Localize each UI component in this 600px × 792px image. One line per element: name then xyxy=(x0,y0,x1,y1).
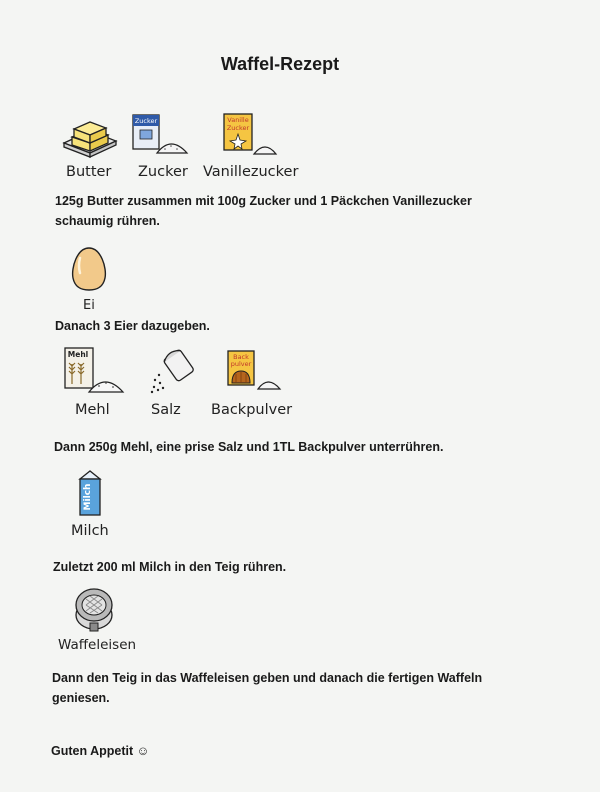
butter-icon xyxy=(60,113,118,159)
label-waffeleisen: Waffeleisen xyxy=(58,637,137,653)
sugar-icon xyxy=(131,113,189,155)
vanilla-pack-text-2: Zucker xyxy=(226,124,250,132)
sugar-pack-text: Zucker xyxy=(134,117,158,125)
label-salz: Salz xyxy=(151,402,181,418)
label-milch: Milch xyxy=(71,523,109,539)
step-4: Zuletzt 200 ml Milch in den Teig rühren. xyxy=(53,560,287,574)
baking-pack-text-1: Back xyxy=(233,353,249,361)
label-mehl: Mehl xyxy=(75,402,110,418)
salt-icon xyxy=(149,345,197,395)
closing-text: Guten Appetit ☺ xyxy=(51,744,150,758)
step-1 xyxy=(55,191,472,231)
step-2: Danach 3 Eier dazugeben. xyxy=(55,319,210,333)
label-zucker: Zucker xyxy=(138,164,188,180)
vanilla-sugar-icon xyxy=(222,112,278,156)
milk-pack-text: Milch xyxy=(83,483,93,511)
label-butter: Butter xyxy=(66,164,112,180)
flour-pack-text: Mehl xyxy=(67,350,89,359)
step-3: Dann 250g Mehl, eine prise Salz und 1TL Backpulver unterrühren. xyxy=(54,440,444,454)
baking-pack-text-2: pulver xyxy=(230,360,252,368)
label-vanillezucker: Vanillezucker xyxy=(203,164,299,180)
step-5-line-2: geniesen. xyxy=(52,691,110,705)
flour-icon xyxy=(63,346,125,394)
label-backpulver: Backpulver xyxy=(211,402,293,418)
step-1-line-2: schaumig rühren. xyxy=(55,214,160,228)
vanilla-pack-text-1: Vanille xyxy=(227,116,249,124)
page-title: Waffel-Rezept xyxy=(220,54,340,74)
step-5 xyxy=(52,668,482,708)
label-ei: Ei xyxy=(83,298,95,313)
waffle-iron-icon xyxy=(73,585,115,633)
step-1-line-1: 125g Butter zusammen mit 100g Zucker und 1 Päckchen Vanillezucker xyxy=(55,194,472,208)
egg-icon xyxy=(69,246,109,292)
baking-powder-icon xyxy=(226,349,282,391)
milk-icon xyxy=(76,469,104,517)
step-5-line-1: Dann den Teig in das Waffeleisen geben und danach die fertigen Waffeln xyxy=(52,671,483,685)
